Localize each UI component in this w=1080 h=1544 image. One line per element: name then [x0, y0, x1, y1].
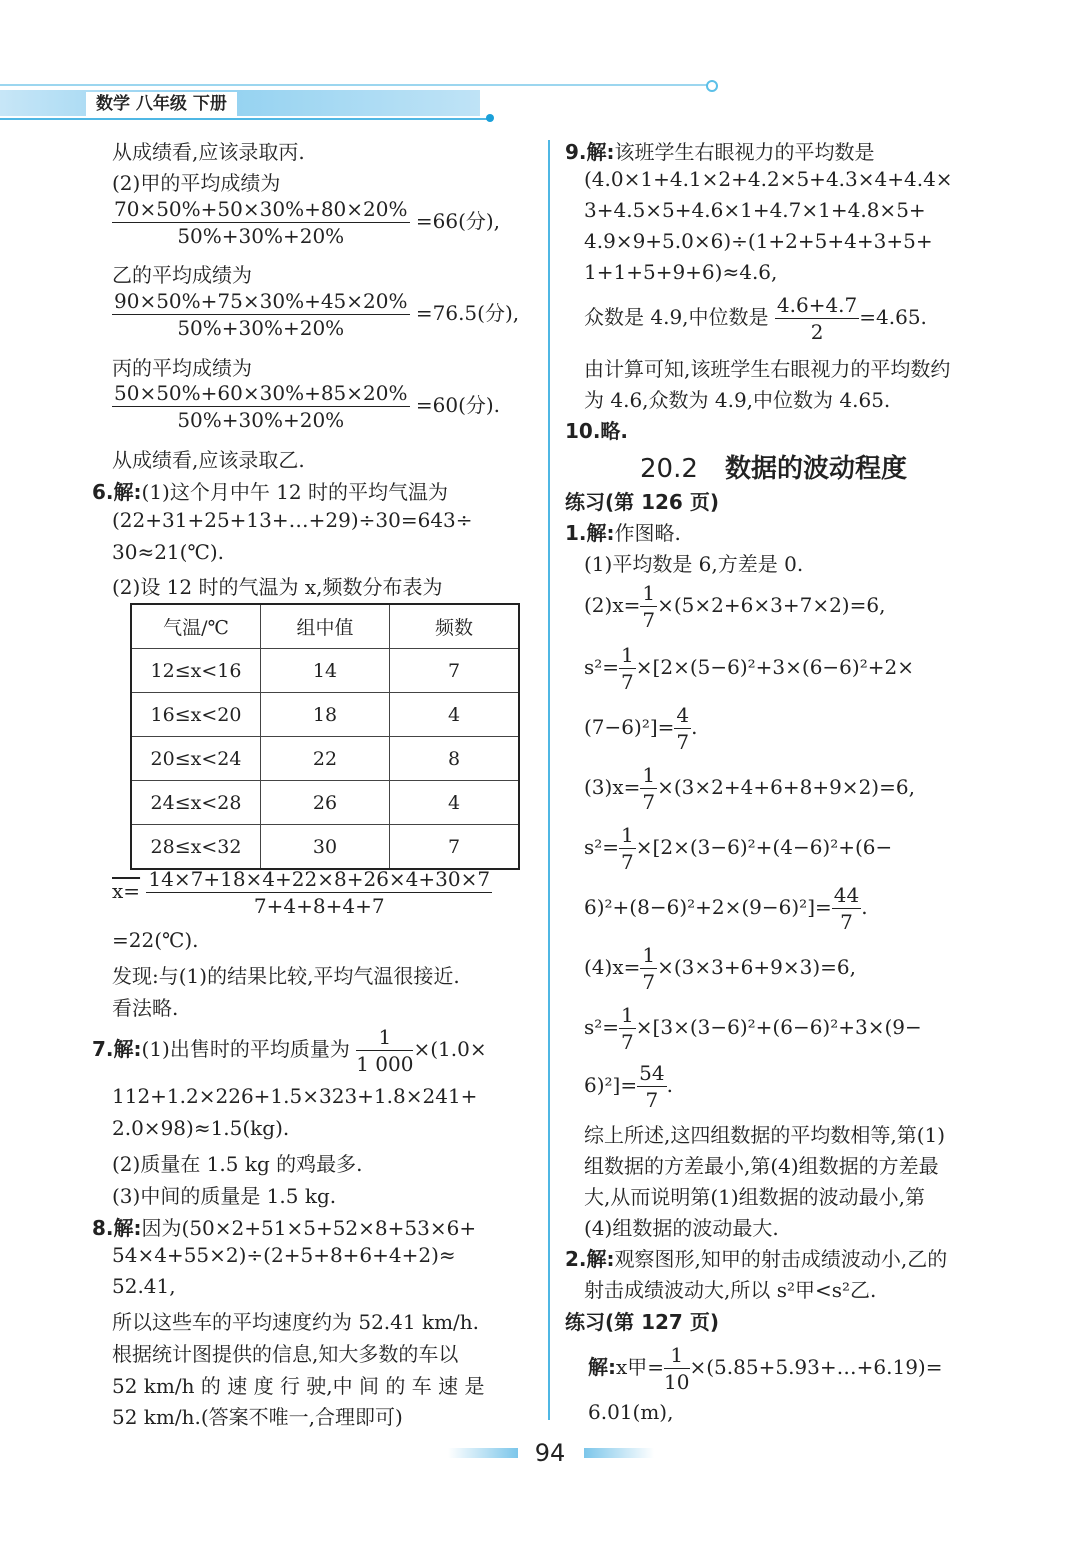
frequency-table: [130, 603, 520, 870]
fraction: $\frac{1}{7}$: [621, 1003, 634, 1054]
table-row: [131, 649, 519, 693]
math-line: (7−6)²]= $\frac{4}{7}$ .: [584, 703, 698, 754]
text-line: 射击成绩波动大,所以 s²甲<s²乙.: [584, 1278, 877, 1302]
text-line: (2)甲的平均成绩为: [112, 171, 281, 195]
header-top-dot: [706, 80, 718, 92]
table-cell: 26: [261, 781, 390, 825]
section-heading: 20.2 数据的波动程度: [640, 454, 908, 484]
math-line: 6)²+(8−6)²+2×(9−6)²]= $\frac{44}{7}$ .: [584, 883, 868, 934]
header-band: [0, 90, 480, 116]
fraction-line: x= $\frac{14\times 7+18\times 4+22\times 8+26\times 4+30\times 7}{7+4+8+4+7}$: [112, 867, 491, 918]
fraction: $\frac{4.6+4.7}{2}$: [776, 293, 858, 344]
question-8: 8.解:因为(50×2+51×5+52×8+53×6+: [92, 1216, 477, 1240]
header-bottom-dot: [486, 114, 494, 122]
math-line: s²= $\frac{1}{7}$ ×[2×(3−6)²+(4−6)²+(6−: [584, 823, 893, 874]
text-line: 发现:与(1)的结果比较,平均气温很接近.: [112, 964, 460, 988]
question-7: 7.解:(1)出售时的平均质量为 $\frac{1}{1 000}$ ×(1.0×: [92, 1025, 487, 1076]
table-cell: 7: [390, 649, 520, 693]
header-title: 数学 八年级 下册: [86, 92, 237, 116]
table-cell: 4: [390, 781, 520, 825]
text-line: 2.0×98)≈1.5(kg).: [112, 1116, 290, 1140]
text-line: 根据统计图提供的信息,知大多数的车以: [112, 1342, 459, 1366]
text-line: 由计算可知,该班学生右眼视力的平均数约: [584, 357, 951, 381]
text-line: 从成绩看,应该录取乙.: [112, 448, 305, 472]
text-line: 为 4.6,众数为 4.9,中位数为 4.65.: [584, 388, 891, 412]
text-line: 52 km/h 的 速 度 行 驶,中 间 的 车 速 是: [112, 1374, 485, 1398]
table-cell: 30: [261, 825, 390, 870]
table-header: 气温/℃: [131, 604, 261, 649]
table-row: [131, 737, 519, 781]
fraction: $\frac{1}{10}$: [664, 1343, 690, 1394]
table-cell: 4: [390, 693, 520, 737]
fraction: $\frac{90\times 50\%+75\times 30\%+45\times 20\%}{50\%+30\%+20\%}$: [114, 289, 408, 340]
math-line: s²= $\frac{1}{7}$ ×[3×(3−6)²+(6−6)²+3×(9−: [584, 1003, 922, 1054]
question-6: 6.解:(1)这个月中午 12 时的平均气温为: [92, 480, 449, 504]
column-divider: [548, 140, 550, 1420]
question-10: 10.略.: [565, 419, 629, 443]
table-cell: 24≤x<28: [131, 781, 261, 825]
fraction: $\frac{44}{7}$: [833, 883, 860, 934]
table-cell: 20≤x<24: [131, 737, 261, 781]
table-row: [131, 693, 519, 737]
table-cell: 14: [261, 649, 390, 693]
practice-1: 1.解:作图略.: [565, 521, 681, 545]
table-cell: 7: [390, 825, 520, 870]
text-line: (22+31+25+13+…+29)÷30=643÷: [112, 508, 473, 532]
fraction: $\frac{54}{7}$: [639, 1061, 665, 1112]
header-top-line: [0, 84, 710, 86]
fraction: $\frac{70\times 50\%+50\times 30\%+80\times 20\%}{50\%+30\%+20\%}$: [114, 197, 408, 248]
text-line: 大,从而说明第(1)组数据的波动最小,第: [584, 1185, 926, 1209]
text-line: 112+1.2×226+1.5×323+1.8×241+: [112, 1084, 478, 1108]
table-cell: 18: [261, 693, 390, 737]
fraction: $\frac{50\times 50\%+60\times 30\%+85\times 20\%}{50\%+30\%+20\%}$: [114, 381, 408, 432]
text-line: (2)质量在 1.5 kg 的鸡最多.: [112, 1152, 363, 1176]
fraction-line: $\frac{90\times 50\%+75\times 30\%+45\times 20\%}{50\%+30\%+20\%}$ =76.5(分),: [114, 289, 520, 340]
fraction: $\frac{4}{7}$: [676, 703, 690, 754]
text-line: (4)组数据的波动最大.: [584, 1216, 779, 1240]
math-line: (2)x= $\frac{1}{7}$ ×(5×2+6×3+7×2)=6,: [584, 581, 886, 632]
text-line: 52 km/h.(答案不唯一,合理即可): [112, 1405, 403, 1429]
fraction-line: $\frac{50\times 50\%+60\times 30\%+85\times 20\%}{50\%+30\%+20\%}$ =60(分).: [114, 381, 501, 432]
page-header: [0, 78, 1080, 128]
fraction: $\frac{1}{7}$: [642, 943, 656, 994]
text-line: (2)设 12 时的气温为 x,频数分布表为: [112, 575, 443, 599]
fraction: $\frac{1}{7}$: [642, 581, 656, 632]
exercise-title: 练习(第 127 页): [565, 1310, 719, 1334]
text-line: 所以这些车的平均速度约为 52.41 km/h.: [112, 1310, 480, 1334]
text-line: =22(℃).: [112, 928, 199, 952]
fraction-line: $\frac{70\times 50\%+50\times 30\%+80\times 20\%}{50\%+30\%+20\%}$ =66(分),: [114, 197, 501, 248]
page-footer: [0, 1438, 1080, 1468]
math-line: 6)²]= $\frac{54}{7}$ .: [584, 1061, 673, 1112]
math-line: (3)x= $\frac{1}{7}$ ×(3×2+4+6+8+9×2)=6,: [584, 763, 915, 814]
footer-bar-right: [584, 1448, 654, 1458]
text-line: 6.01(m),: [588, 1400, 674, 1424]
text-line: (3)中间的质量是 1.5 kg.: [112, 1184, 337, 1208]
text-line: 52.41,: [112, 1274, 176, 1298]
table-cell: 8: [390, 737, 520, 781]
text-line: 组数据的方差最小,第(4)组数据的方差最: [584, 1154, 939, 1178]
text-line: 3+4.5×5+4.6×1+4.7×1+4.8×5+: [584, 198, 926, 222]
math-line: (4)x= $\frac{1}{7}$ ×(3×3+6+9×3)=6,: [584, 943, 856, 994]
text-line: 30≈21(℃).: [112, 540, 224, 564]
fraction: $\frac{1}{7}$: [621, 643, 634, 694]
fraction-line: 众数是 4.9,中位数是 $\frac{4.6+4.7}{2}$ =4.65.: [584, 293, 927, 344]
table-header: 频数: [390, 604, 520, 649]
text-line: 4.9×9+5.0×6)÷(1+2+5+4+3+5+: [584, 229, 933, 253]
text-line: 综上所述,这四组数据的平均数相等,第(1): [584, 1123, 946, 1147]
fraction: $\frac{1}{1 000}$: [356, 1025, 414, 1076]
table-header-row: [131, 604, 519, 649]
math-line: 解:x甲= $\frac{1}{10}$ ×(5.85+5.93+…+6.19)=: [588, 1343, 943, 1394]
exercise-title: 练习(第 126 页): [565, 490, 719, 514]
text-line: 54×4+55×2)÷(2+5+8+6+4+2)≈: [112, 1243, 456, 1267]
footer-bar-left: [448, 1448, 518, 1458]
table-row: [131, 825, 519, 870]
table-row: [131, 781, 519, 825]
table-cell: 22: [261, 737, 390, 781]
practice-2: 2.解:观察图形,知甲的射击成绩波动小,乙的: [565, 1247, 948, 1271]
table-cell: 16≤x<20: [131, 693, 261, 737]
text-line: (4.0×1+4.1×2+4.2×5+4.3×4+4.4×: [584, 167, 953, 191]
table-cell: 28≤x<32: [131, 825, 261, 870]
fraction: $\frac{1}{7}$: [642, 763, 656, 814]
question-9: 9.解:该班学生右眼视力的平均数是: [565, 140, 875, 164]
text-line: (1)平均数是 6,方差是 0.: [584, 552, 804, 576]
text-line: 乙的平均成绩为: [112, 263, 252, 287]
text-line: 从成绩看,应该录取丙.: [112, 140, 305, 164]
table-header: 组中值: [261, 604, 390, 649]
math-line: s²= $\frac{1}{7}$ ×[2×(5−6)²+3×(6−6)²+2×: [584, 643, 914, 694]
page-number: 94: [534, 1439, 566, 1467]
fraction: $\frac{14\times 7+18\times 4+22\times 8+26\times 4+30\times 7}{7+4+8+4+7}$: [148, 867, 491, 918]
header-bottom-line: [0, 118, 490, 120]
table-cell: 12≤x<16: [131, 649, 261, 693]
text-line: 丙的平均成绩为: [112, 356, 252, 380]
text-line: 1+1+5+9+6)≈4.6,: [584, 260, 778, 284]
text-line: 看法略.: [112, 996, 179, 1020]
fraction: $\frac{1}{7}$: [621, 823, 634, 874]
